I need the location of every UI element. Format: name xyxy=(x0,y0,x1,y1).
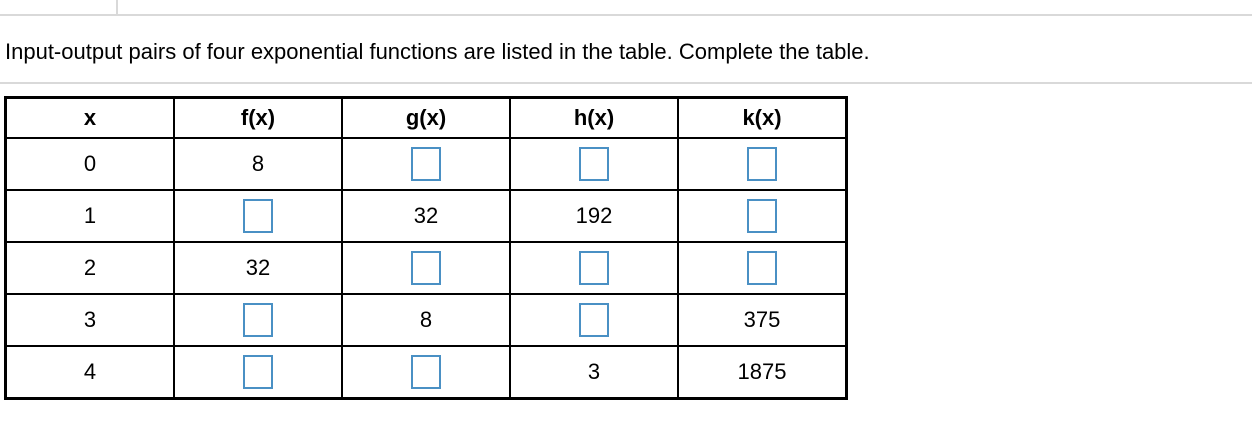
answer-input-f-4[interactable] xyxy=(243,355,273,389)
answer-input-h-2[interactable] xyxy=(579,251,609,285)
cell-x-row-4 xyxy=(6,346,175,399)
cell-k-row-0 xyxy=(678,138,847,190)
header-x: x xyxy=(6,98,175,139)
cell-value: 0 xyxy=(83,151,97,176)
answer-input-f-3[interactable] xyxy=(243,303,273,337)
header-row xyxy=(6,98,847,139)
prompt-divider xyxy=(0,82,1252,84)
question-prompt: Input-output pairs of four exponential functions are listed in the table. Complete the table. xyxy=(5,39,870,64)
answer-input-f-1[interactable] xyxy=(243,199,273,233)
header-f: f(x) xyxy=(174,98,342,139)
cell-g-row-4 xyxy=(342,346,510,399)
table-row xyxy=(6,294,847,346)
cell-h-row-0 xyxy=(510,138,678,190)
cell-value: 4 xyxy=(83,359,97,384)
top-divider-tick xyxy=(116,0,118,15)
table-row xyxy=(6,346,847,399)
cell-value: 8 xyxy=(419,307,433,332)
cell-f-row-1 xyxy=(174,190,342,242)
cell-k-row-4 xyxy=(678,346,847,399)
cell-value: 32 xyxy=(245,255,271,280)
cell-x-row-2 xyxy=(6,242,175,294)
cell-x-row-1 xyxy=(6,190,175,242)
table-row xyxy=(6,138,847,190)
cell-k-row-2 xyxy=(678,242,847,294)
cell-h-row-1 xyxy=(510,190,678,242)
cell-value: 2 xyxy=(83,255,97,280)
cell-g-row-1 xyxy=(342,190,510,242)
cell-f-row-3 xyxy=(174,294,342,346)
answer-input-h-0[interactable] xyxy=(579,147,609,181)
cell-f-row-2 xyxy=(174,242,342,294)
cell-k-row-3 xyxy=(678,294,847,346)
answer-input-g-0[interactable] xyxy=(411,147,441,181)
cell-value: 32 xyxy=(413,203,439,228)
answer-input-k-2[interactable] xyxy=(747,251,777,285)
answer-input-k-0[interactable] xyxy=(747,147,777,181)
table-row xyxy=(6,242,847,294)
answer-input-g-4[interactable] xyxy=(411,355,441,389)
cell-h-row-2 xyxy=(510,242,678,294)
cell-x-row-3 xyxy=(6,294,175,346)
cell-value: 192 xyxy=(575,203,613,228)
answer-input-k-1[interactable] xyxy=(747,199,777,233)
header-k: k(x) xyxy=(678,98,847,139)
cell-g-row-2 xyxy=(342,242,510,294)
answer-input-h-3[interactable] xyxy=(579,303,609,337)
header-g: g(x) xyxy=(342,98,510,139)
cell-value: 1 xyxy=(83,203,97,228)
cell-f-row-0 xyxy=(174,138,342,190)
cell-g-row-3 xyxy=(342,294,510,346)
cell-x-row-0 xyxy=(6,138,175,190)
cell-value: 3 xyxy=(83,307,97,332)
cell-h-row-3 xyxy=(510,294,678,346)
cell-g-row-0 xyxy=(342,138,510,190)
cell-value: 3 xyxy=(587,359,601,384)
cell-k-row-1 xyxy=(678,190,847,242)
cell-value: 375 xyxy=(743,307,781,332)
top-divider xyxy=(0,14,1252,16)
cell-value: 1875 xyxy=(737,359,787,384)
table-row xyxy=(6,190,847,242)
cell-h-row-4 xyxy=(510,346,678,399)
function-table xyxy=(4,96,848,400)
cell-value: 8 xyxy=(251,151,265,176)
table-body xyxy=(6,138,847,399)
header-h: h(x) xyxy=(510,98,678,139)
answer-input-g-2[interactable] xyxy=(411,251,441,285)
cell-f-row-4 xyxy=(174,346,342,399)
